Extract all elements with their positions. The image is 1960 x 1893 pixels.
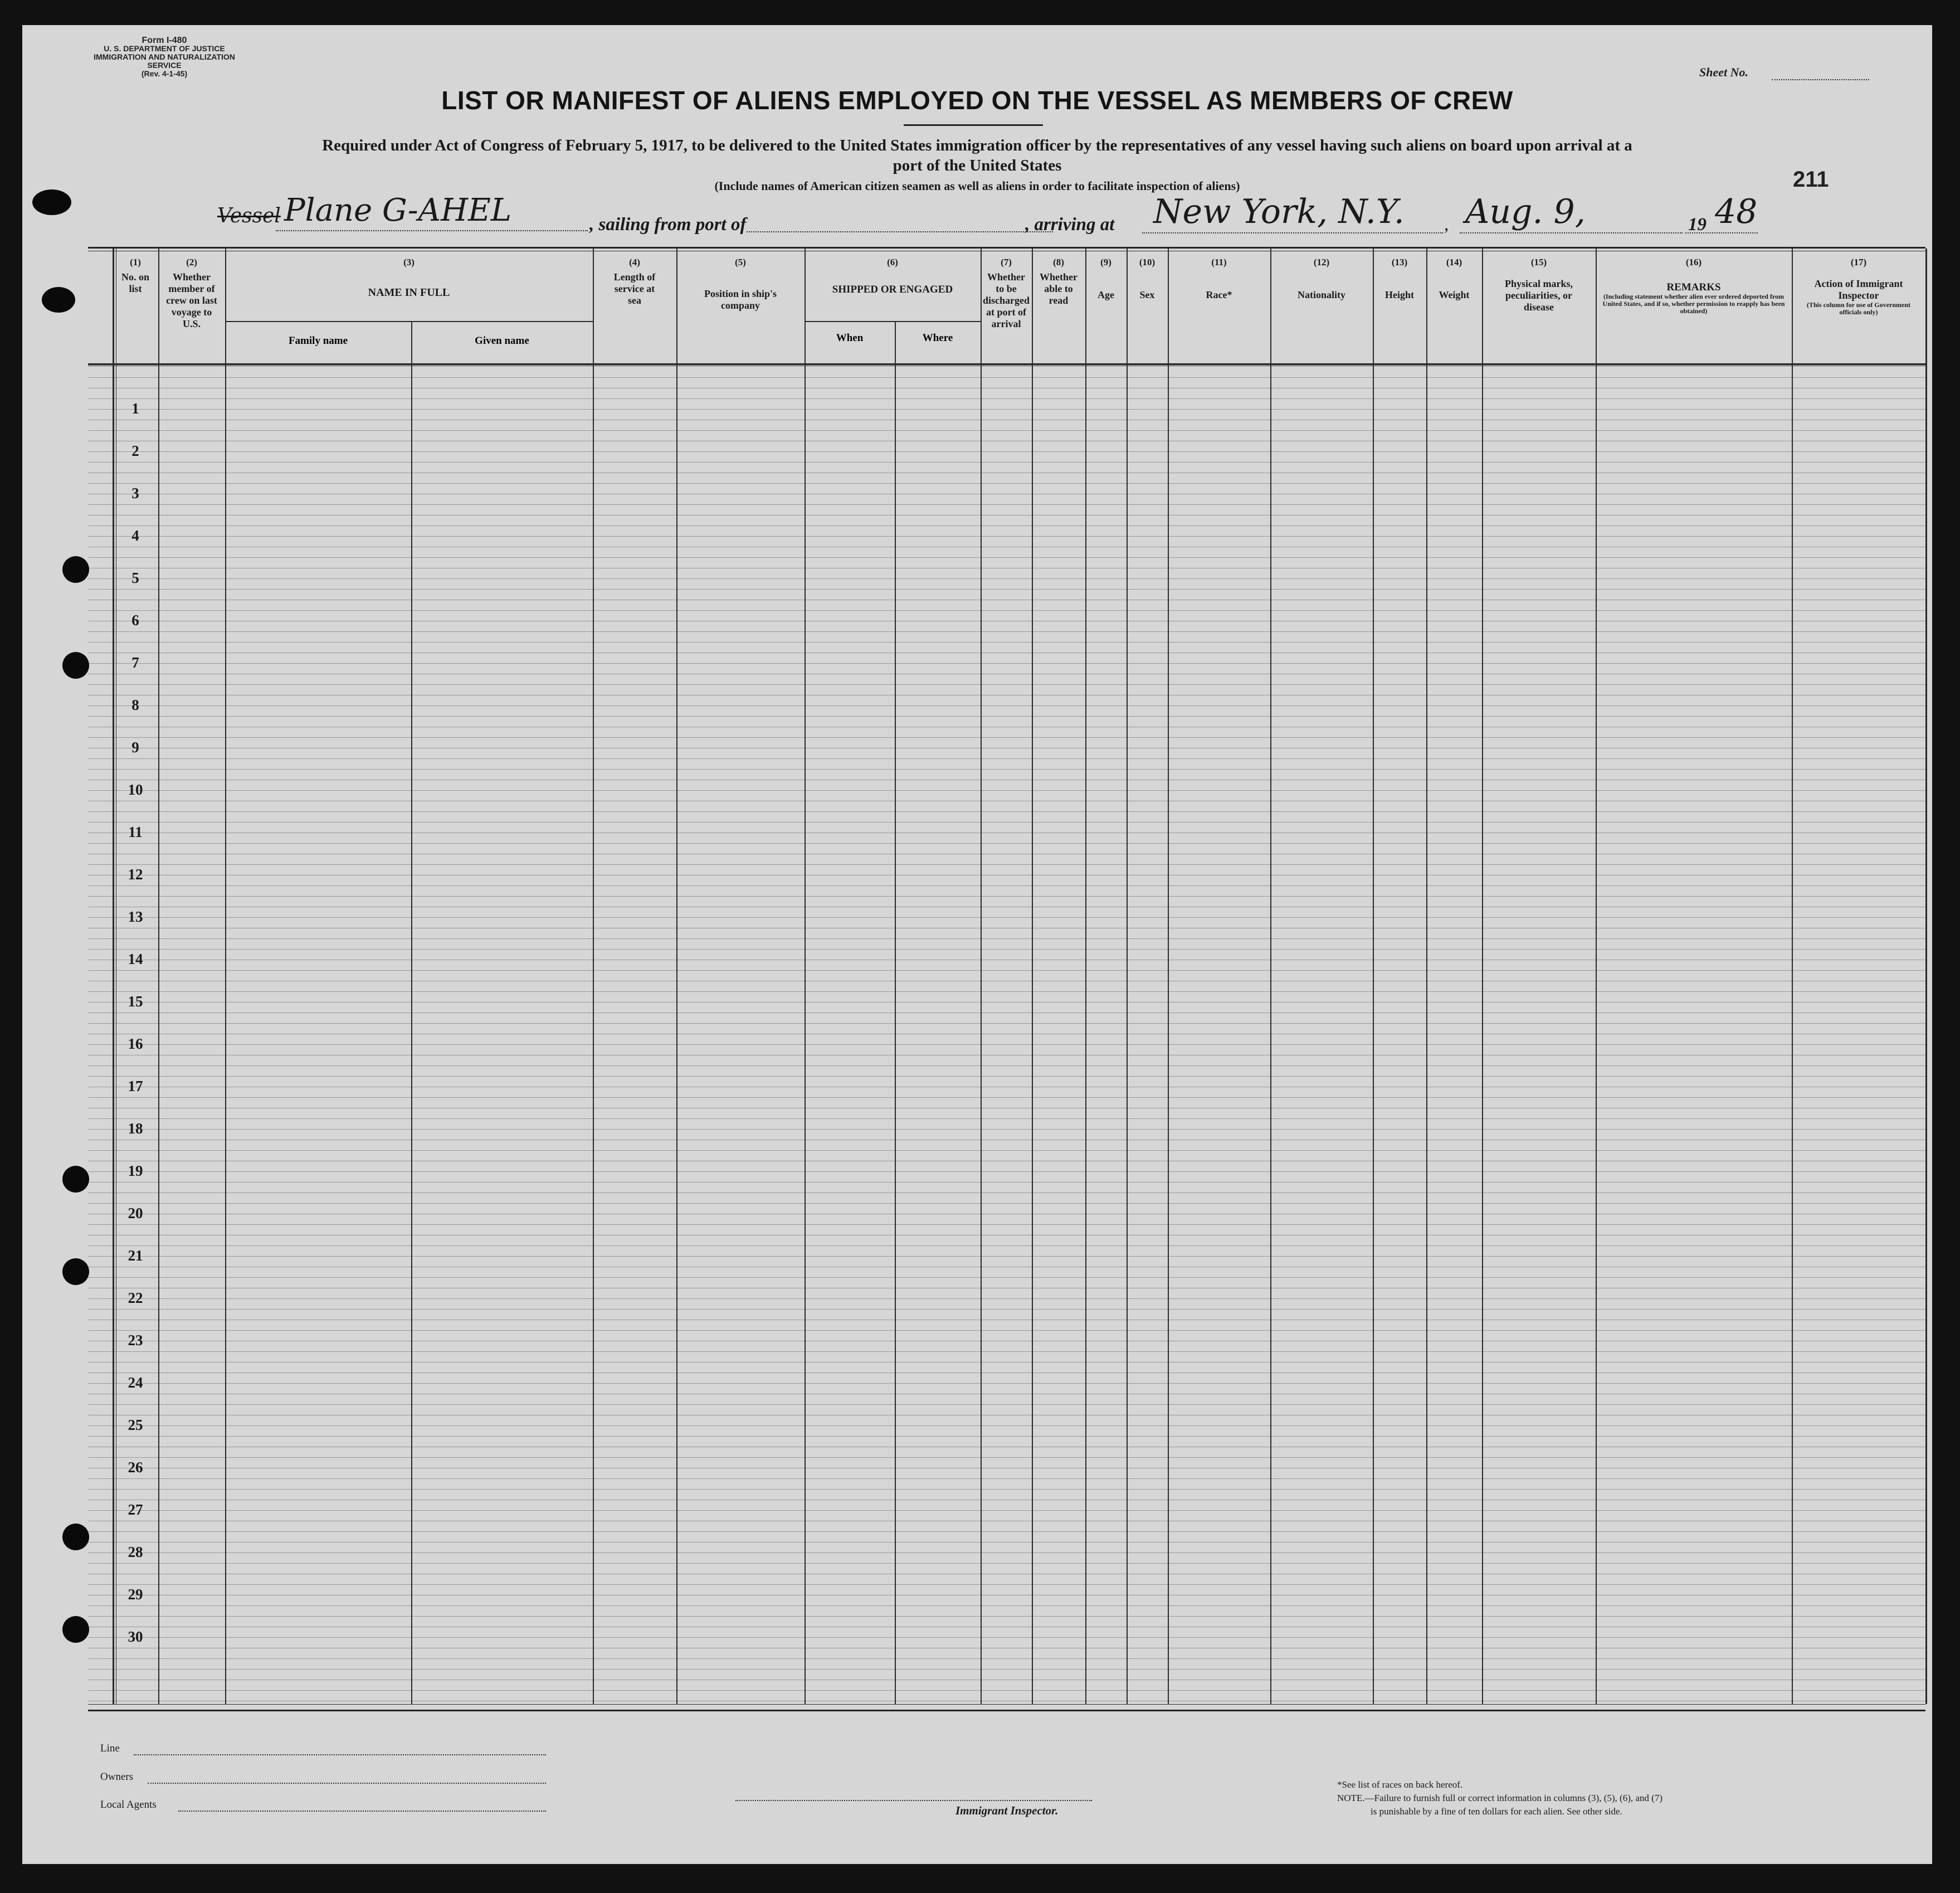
- col-8-num: (8): [1053, 257, 1064, 267]
- col-2-label: Whether member of crew on last voyage to U.S.: [166, 271, 217, 329]
- binding-hole: [62, 652, 89, 679]
- vessel-dots: [276, 230, 588, 231]
- col-1-label: No. on list: [121, 271, 149, 294]
- row-number: 14: [128, 951, 143, 967]
- year-dots: [1685, 232, 1758, 233]
- column-rule: [981, 249, 982, 1704]
- row-number: 24: [128, 1374, 143, 1391]
- col-2-num: (2): [186, 257, 197, 267]
- col-7-num: (7): [1001, 257, 1012, 267]
- row-number: 28: [128, 1544, 143, 1560]
- col-9-label: Age: [1098, 289, 1114, 300]
- footer-owners-label: Owners: [100, 1771, 134, 1783]
- form-rev: (Rev. 4-1-45): [141, 69, 188, 78]
- row-number: 6: [131, 612, 139, 629]
- column-rule: [895, 321, 896, 1704]
- when-header: When: [836, 332, 864, 344]
- col-6-num: (6): [887, 257, 898, 267]
- sheet-no-dots: [1772, 79, 1869, 80]
- subtitle-line-2: port of the United States: [893, 157, 1062, 174]
- footer-owners-dots: [148, 1783, 546, 1784]
- col-7-label: Whether to be discharged at port of arrival: [982, 271, 1030, 329]
- inspector-label: Immigrant Inspector.: [955, 1804, 1059, 1817]
- binding-hole: [62, 1166, 89, 1193]
- footer-line-label: Line: [100, 1743, 120, 1754]
- col-14-num: (14): [1446, 257, 1462, 267]
- row-number: 26: [128, 1459, 143, 1476]
- column-rule: [1792, 249, 1793, 1704]
- column-rule: [1127, 249, 1128, 1704]
- col-11-label: Race*: [1206, 289, 1232, 300]
- column-rule: [225, 249, 226, 1704]
- footer-line-dots: [134, 1754, 546, 1755]
- subtitle-line-3: (Include names of American citizen seamen as well as aliens in order to facilitate inspection of aliens): [714, 179, 1240, 193]
- row-number: 30: [128, 1628, 143, 1645]
- column-rule: [1925, 249, 1927, 1704]
- col-13-num: (13): [1391, 257, 1408, 267]
- form-dept: U. S. DEPARTMENT OF JUSTICE: [104, 44, 225, 53]
- table-bottom-double-rule: [88, 1704, 1925, 1705]
- binding-hole: [42, 287, 75, 313]
- column-rule: [158, 249, 159, 1704]
- col-11-num: (11): [1211, 257, 1227, 267]
- binding-hole: [62, 1524, 89, 1550]
- row-number: 13: [128, 908, 143, 925]
- col-10-label: Sex: [1139, 289, 1155, 300]
- row-number: 21: [128, 1247, 143, 1264]
- race-note: *See list of races on back hereof.: [1337, 1779, 1463, 1790]
- col-5-num: (5): [735, 257, 746, 267]
- row-number: 25: [128, 1417, 143, 1433]
- row-number: 19: [128, 1162, 143, 1179]
- row-number: 7: [131, 654, 139, 671]
- crew-table: [88, 247, 1925, 1711]
- column-rule: [1270, 249, 1271, 1704]
- col-17-num: (17): [1850, 257, 1867, 267]
- footer-agents-dots: [178, 1811, 546, 1812]
- column-rule: [1482, 249, 1483, 1704]
- row-number: 9: [131, 739, 139, 756]
- date-dots: [1460, 232, 1683, 233]
- col-17-note: (This column for use of Government officials only): [1806, 301, 1911, 316]
- given-name-header: Given name: [475, 335, 529, 347]
- col-5-label: Position in ship's company: [704, 288, 777, 311]
- row-number: 29: [128, 1586, 143, 1603]
- column-rule: [1373, 249, 1374, 1704]
- row-number: 18: [128, 1120, 143, 1137]
- form-number: Form I-480: [142, 36, 187, 45]
- col-6-label: SHIPPED OR ENGAGED: [832, 284, 953, 295]
- col-16-label: REMARKS: [1666, 281, 1721, 293]
- col-4-num: (4): [629, 257, 640, 267]
- vessel-label: Vessel: [217, 205, 281, 227]
- year-prefix: 19: [1688, 215, 1707, 235]
- column-rule: [1032, 249, 1033, 1704]
- subtitle-line-1: Required under Act of Congress of February 5, 1917, to be delivered to the United States immigration officer by the representatives of any vessel having such aliens on board upon arrival at a: [322, 137, 1632, 154]
- manifest-sheet: [22, 25, 1932, 1864]
- footer-note-2: is punishable by a fine of ten dollars for each alien. See other side.: [1371, 1806, 1622, 1817]
- sailing-dots: [747, 231, 1053, 232]
- col-14-label: Weight: [1439, 289, 1470, 300]
- column-rule: [411, 321, 412, 1704]
- row-number: 11: [128, 824, 143, 840]
- date-value[interactable]: Aug. 9,: [1465, 192, 1586, 231]
- footer-note-1: NOTE.—Failure to furnish full or correct information in columns (3), (5), (6), and (7): [1337, 1793, 1662, 1803]
- row-number: 3: [131, 485, 139, 502]
- col-3-label: NAME IN FULL: [368, 286, 450, 299]
- row-number: 23: [128, 1332, 143, 1349]
- col-16-num: (16): [1685, 257, 1702, 267]
- col-17-label: Action of Immigrant Inspector: [1814, 278, 1903, 301]
- col-8-label: Whether able to read: [1040, 271, 1077, 306]
- arriving-value[interactable]: New York, N.Y.: [1153, 192, 1405, 231]
- col-1-num: (1): [130, 257, 141, 267]
- sailing-label: , sailing from port of: [589, 215, 747, 235]
- column-rule: [1426, 249, 1427, 1704]
- vessel-value[interactable]: Plane G-AHEL: [284, 192, 512, 228]
- year-value[interactable]: 48: [1715, 192, 1758, 231]
- row-number: 10: [128, 781, 143, 798]
- binding-hole: [32, 189, 71, 215]
- row-number: 27: [128, 1501, 143, 1518]
- inspector-dots: [735, 1800, 1092, 1801]
- column-rule: [593, 249, 594, 1704]
- sheet-no-label: Sheet No.: [1699, 65, 1748, 79]
- arriving-dots: [1142, 232, 1443, 233]
- row-number: 16: [128, 1035, 143, 1052]
- page-title: LIST OR MANIFEST OF ALIENS EMPLOYED ON THE VESSEL AS MEMBERS OF CREW: [441, 86, 1513, 115]
- column-rule: [1085, 249, 1086, 1704]
- page-stamp: 211: [1793, 167, 1829, 192]
- col-10-num: (10): [1139, 257, 1155, 267]
- row-number: 20: [128, 1205, 143, 1222]
- row-number: 2: [131, 442, 139, 459]
- arriving-label: , arriving at: [1025, 215, 1115, 235]
- title-rule: [904, 124, 1043, 126]
- binding-hole: [62, 1616, 89, 1643]
- column-rule: [1596, 249, 1597, 1704]
- col-15-label: Physical marks, peculiarities, or disease: [1504, 278, 1573, 313]
- family-name-header: Family name: [288, 335, 348, 347]
- column-rule: [1168, 249, 1169, 1704]
- col-9-num: (9): [1100, 257, 1111, 267]
- binding-hole: [62, 1258, 89, 1285]
- row-number: 5: [131, 570, 139, 586]
- binding-hole: [62, 556, 89, 583]
- form-service: IMMIGRATION AND NATURALIZATION SERVICE: [94, 52, 235, 70]
- column-rule: [113, 249, 114, 1704]
- row-number: 12: [128, 866, 143, 883]
- row-number: 1: [131, 400, 139, 417]
- row-number: 8: [131, 697, 139, 713]
- col-15-num: (15): [1530, 257, 1547, 267]
- row-number: 22: [128, 1289, 143, 1306]
- column-rule: [676, 249, 677, 1704]
- footer-agents-label: Local Agents: [100, 1799, 157, 1811]
- row-number: 17: [128, 1078, 143, 1094]
- col-16-note: (Including statement whether alien ever ordered deported from United States, and if so, whether permission to reapply has been obtained): [1602, 293, 1785, 315]
- column-rules: [88, 249, 1925, 1704]
- col-3-num: (3): [403, 257, 415, 267]
- col-4-label: Length of service at sea: [613, 271, 656, 306]
- col-13-label: Height: [1385, 289, 1414, 300]
- where-header: Where: [922, 332, 953, 344]
- col-12-label: Nationality: [1297, 289, 1345, 300]
- column-rule: [805, 249, 806, 1704]
- comma-sep: ,: [1444, 215, 1449, 235]
- col-12-num: (12): [1313, 257, 1330, 267]
- row-number: 15: [128, 993, 143, 1010]
- row-number: 4: [131, 527, 139, 544]
- form-id-block: [84, 36, 245, 78]
